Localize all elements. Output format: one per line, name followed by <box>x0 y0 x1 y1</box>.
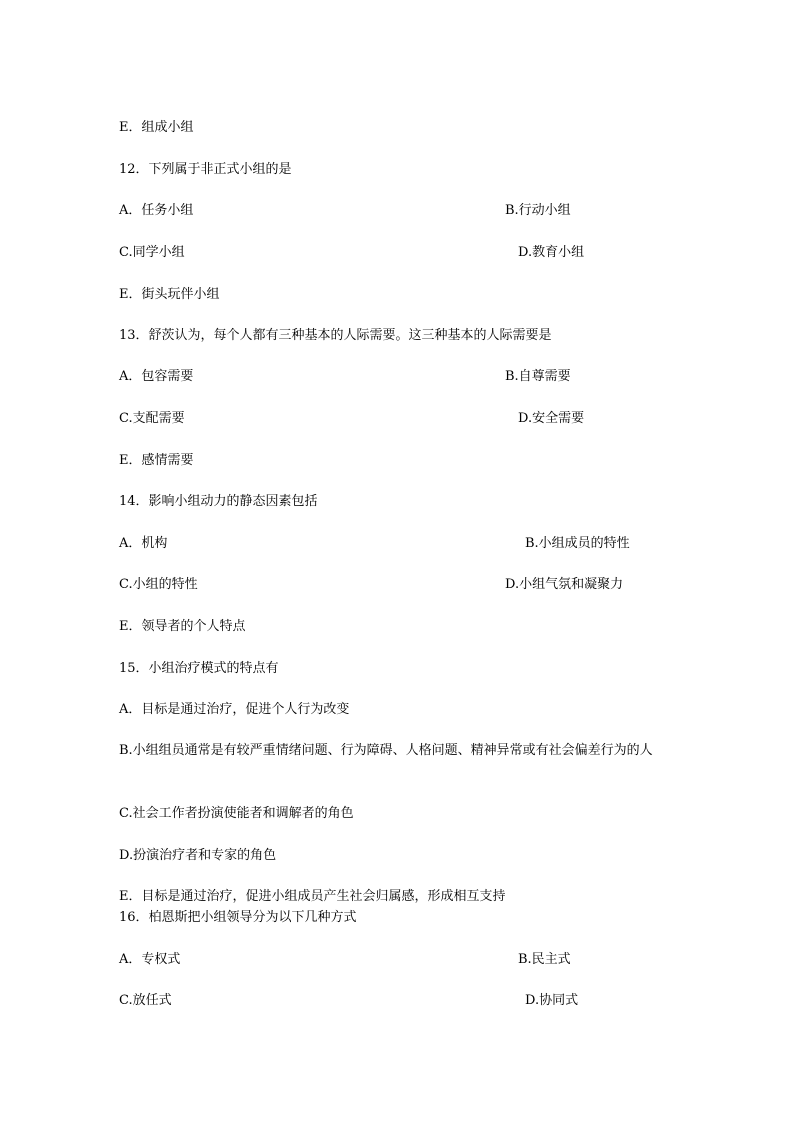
option-13-c: C.支配需要 <box>119 411 185 426</box>
option-16-a: A．专权式 <box>119 952 181 967</box>
option-12-e: E．街头玩伴小组 <box>119 287 220 302</box>
option-14-c: C.小组的特性 <box>119 577 198 592</box>
question-14: 14．影响小组动力的静态因素包括 <box>119 494 318 509</box>
option-15-d: D.扮演治疗者和专家的角色 <box>119 848 277 863</box>
option-15-b: B.小组组员通常是有较严重情绪问题、行为障碍、人格问题、精神异常或有社会偏差行为的人 <box>119 743 653 758</box>
option-12-a: A．任务小组 <box>119 203 194 218</box>
option-16-c: C.放任式 <box>119 993 172 1008</box>
question-13: 13．舒茨认为，每个人都有三种基本的人际需要。这三种基本的人际需要是 <box>119 328 552 343</box>
option-16-b: B.民主式 <box>518 952 571 967</box>
option-14-e: E．领导者的个人特点 <box>119 619 246 634</box>
question-12: 12．下列属于非正式小组的是 <box>119 162 292 177</box>
option-14-b: B.小组成员的特性 <box>525 536 630 551</box>
option-13-b: B.自尊需要 <box>505 369 571 384</box>
option-12-b: B.行动小组 <box>505 203 571 218</box>
option-14-d: D.小组气氛和凝聚力 <box>505 577 624 592</box>
option-15-a: A．目标是通过治疗，促进个人行为改变 <box>119 702 350 717</box>
option-15-c: C.社会工作者扮演使能者和调解者的角色 <box>119 806 354 821</box>
option-14-a: A．机构 <box>119 536 168 551</box>
option-13-d: D.安全需要 <box>518 411 585 426</box>
option-13-e: E．感情需要 <box>119 453 194 468</box>
option-12-d: D.教育小组 <box>518 245 585 260</box>
option-13-a: A．包容需要 <box>119 369 194 384</box>
option-15-e: E．目标是通过治疗，促进小组成员产生社会归属感，形成相互支持 <box>119 889 506 904</box>
option-12-c: C.同学小组 <box>119 245 185 260</box>
question-16: 16．柏恩斯把小组领导分为以下几种方式 <box>119 910 357 925</box>
option-16-d: D.协同式 <box>525 993 579 1008</box>
question-15: 15．小组治疗模式的特点有 <box>119 661 279 676</box>
option-12-prev-e: E．组成小组 <box>119 120 194 135</box>
